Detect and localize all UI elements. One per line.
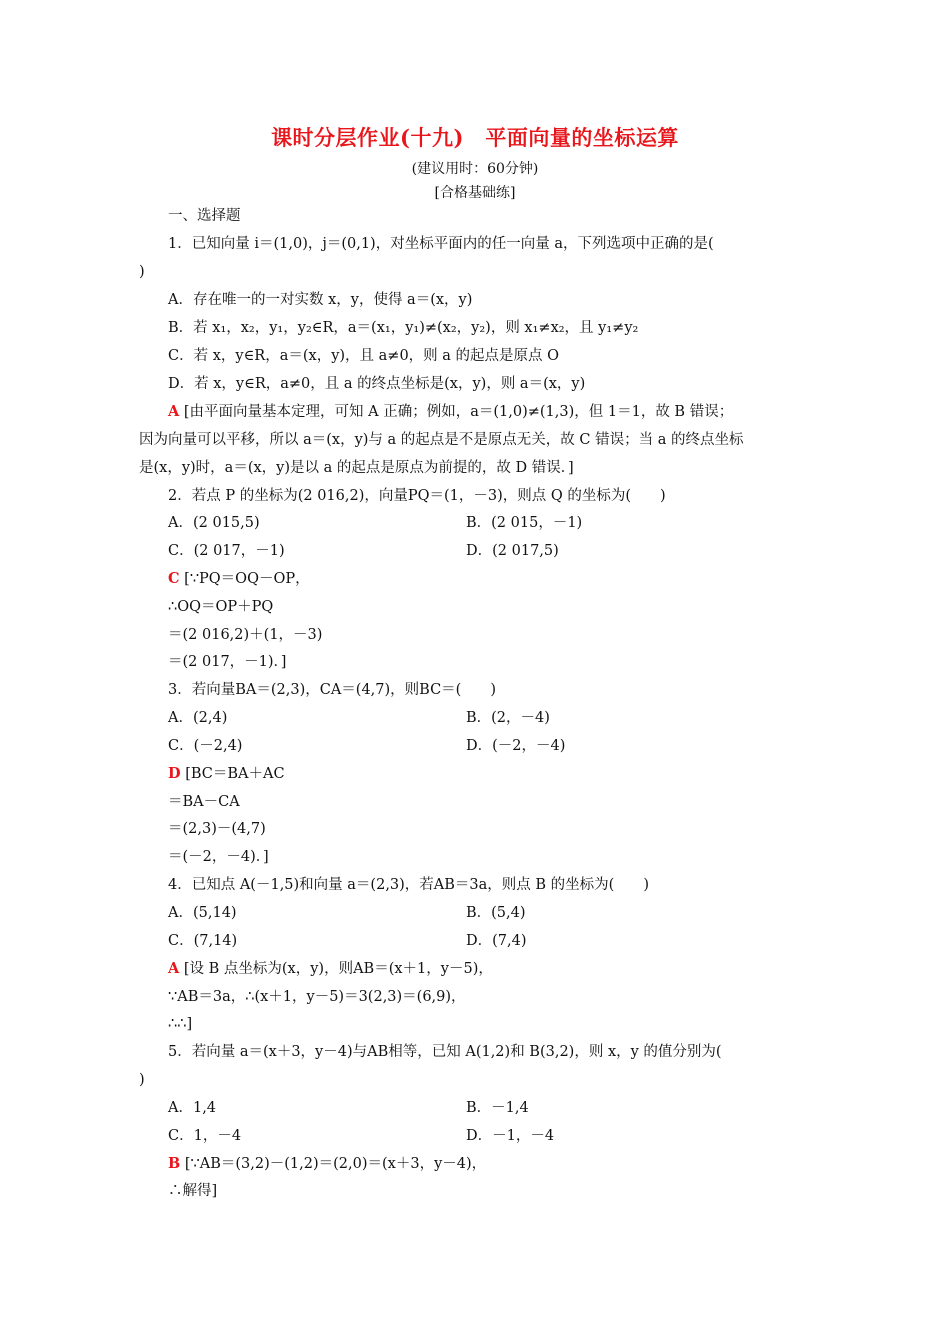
q2-option-a: A．(2 015,5) — [168, 515, 260, 531]
q5-option-d: D．－1，－4 — [466, 1128, 555, 1144]
q5-answer: B — [168, 1155, 181, 1172]
q2-solution-text-1: [∵PQ＝OQ－OP， — [184, 571, 310, 587]
q3-option-d: D．(－2，－4) — [466, 738, 566, 754]
q5-solution-text-1: [∵AB＝(3,2)－(1,2)＝(2,0)＝(x＋3，y－4)， — [184, 1156, 487, 1172]
page-title: 课时分层作业(十九) 平面向量的坐标运算 — [271, 125, 679, 150]
q1-stem-end: ) — [139, 264, 145, 280]
q3-solution-line-4: ＝(－2，－4)．] — [168, 849, 269, 865]
q2-solution-line-1 — [168, 569, 310, 589]
q2-option-b: B．(2 015，－1) — [466, 515, 583, 531]
q5-option-b: B．－1,4 — [466, 1100, 529, 1116]
q1-answer: A — [168, 403, 180, 420]
q4-option-b: B．(5,4) — [466, 905, 526, 921]
q4-answer: A — [168, 960, 180, 977]
q4-solution-line-2: ∵AB＝3a，∴(x＋1，y－5)＝3(2,3)＝(6,9)， — [168, 989, 466, 1005]
q3-option-b: B．(2，－4) — [466, 710, 550, 726]
q2-option-d: D．(2 017,5) — [466, 543, 559, 559]
q2-stem: 2．若点 P 的坐标为(2 016,2)，向量PQ＝(1，－3)，则点 Q 的坐标为( ) — [168, 488, 666, 504]
q4-option-a: A．(5,14) — [168, 905, 237, 921]
q1-solution-line-3: 是(x，y)时，a＝(x，y)是以 a 的起点是原点为前提的，故 D 错误．] — [139, 460, 574, 476]
q5-stem: 5．若向量 a＝(x＋3，y－4)与AB相等，已知 A(1,2)和 B(3,2)，则 x，y 的值分别为( — [168, 1044, 722, 1060]
q5-solution-line-1 — [168, 1154, 486, 1174]
section-heading: 一、选择题 — [168, 208, 241, 224]
q1-option-d: D．若 x，y∈R，a≠0，且 a 的终点坐标是(x，y)，则 a＝(x，y) — [168, 376, 586, 392]
q1-option-b: B．若 x₁，x₂，y₁，y₂∈R，a＝(x₁，y₁)≠(x₂，y₂)，则 x₁≠x₂，且 y₁≠y₂ — [168, 320, 639, 336]
q2-solution-line-2: ∴OQ＝OP＋PQ — [168, 599, 274, 615]
q4-solution-text-1: [设 B 点坐标为(x，y)，则AB＝(x＋1，y－5)， — [183, 961, 493, 977]
q4-option-c: C．(7,14) — [168, 933, 238, 949]
level-label: [合格基础练] — [434, 185, 516, 201]
time-note: (建议用时：60分钟) — [411, 161, 539, 177]
q5-option-c: C．1，－4 — [168, 1128, 242, 1144]
q4-stem: 4．已知点 A(－1,5)和向量 a＝(2,3)，若AB＝3a，则点 B 的坐标为( ) — [168, 877, 649, 893]
q4-option-d: D．(7,4) — [466, 933, 527, 949]
q5-stem-end: ) — [139, 1072, 145, 1088]
q3-solution-line-2: ＝BA－CA — [168, 794, 240, 810]
q4-solution-line-1 — [168, 959, 493, 979]
q3-option-a: A．(2,4) — [168, 710, 228, 726]
q3-answer: D — [168, 765, 181, 782]
q3-solution-line-3: ＝(2,3)－(4,7) — [168, 821, 266, 837]
q4-solution-line-3: ∴∴] — [168, 1016, 193, 1032]
q1-stem: 1．已知向量 i＝(1,0)，j＝(0,1)，对坐标平面内的任一向量 a，下列选项中正确的是( — [168, 236, 714, 252]
q5-solution-line-2: ∴解得] — [168, 1183, 218, 1199]
q1-solution-line-2: 因为向量可以平移，所以 a＝(x，y)与 a 的起点是不是原点无关，故 C 错误；当 a 的终点坐标 — [139, 432, 744, 448]
q3-stem: 3．若向量BA＝(2,3)，CA＝(4,7)，则BC＝( ) — [168, 682, 496, 698]
q3-option-c: C．(－2,4) — [168, 738, 243, 754]
q1-solution-text-1: [由平面向量基本定理，可知 A 正确；例如，a＝(1,0)≠(1,3)，但 1＝1，故 B 错误； — [183, 404, 734, 420]
q2-solution-line-3: ＝(2 016,2)＋(1，－3) — [168, 627, 323, 643]
q2-option-c: C．(2 017，－1) — [168, 543, 285, 559]
q5-option-a: A．1,4 — [168, 1100, 217, 1116]
q2-answer: C — [168, 570, 180, 587]
q2-solution-line-4: ＝(2 017，－1)．] — [168, 654, 287, 670]
q1-option-a: A．存在唯一的一对实数 x，y，使得 a＝(x，y) — [168, 292, 473, 308]
q3-solution-text-1: [BC＝BA＋AC — [185, 766, 285, 782]
q1-option-c: C．若 x，y∈R，a＝(x，y)，且 a≠0，则 a 的起点是原点 O — [168, 348, 560, 364]
q1-solution-line-1 — [168, 402, 733, 422]
q3-solution-line-1 — [168, 764, 285, 784]
